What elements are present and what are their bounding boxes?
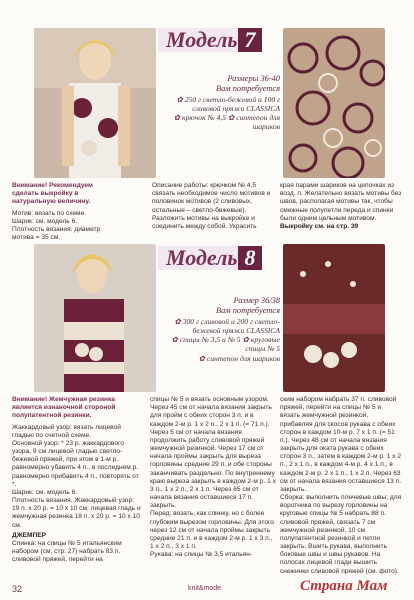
model8-needs: Вам потребуется bbox=[215, 306, 280, 316]
model7-pattern-ref: Выкройку см. на стр. 39 bbox=[280, 222, 359, 230]
model8-ball: Шарик: см. модель 6. bbox=[12, 488, 78, 496]
model8-base: Основной узор: * 23 р. жаккардового узора, 9 см лицевой гладью светло-бежевой пряжей, при этом в 1-м р. равномерно убавить 4 п., в последнем р. равномерно прибавить 4 п., повторять от *. bbox=[12, 439, 139, 488]
brand-logo: knit&mode bbox=[188, 585, 222, 592]
model8-sleeves: Рукава: на спицы № 3,5 итальян- bbox=[150, 551, 253, 559]
model7-ball: Шарик: см. модель 6. bbox=[12, 217, 78, 225]
model7-yarn: 250 г светло-бежевой и 100 г сливовой пряжи CLASSICA bbox=[184, 94, 280, 113]
model8-number: 8 bbox=[238, 246, 262, 270]
model7-density: Плотность вязания: диаметр мотива = 35 см. bbox=[12, 225, 101, 242]
model8-jumper: ДЖЕМПЕР bbox=[12, 531, 47, 539]
model8-front: Перед: вязать, как спинку, но с более глубоким вырезом горловины. Для этого через 12 см от начала проймы закрыть средние 21 п. и в каждом 2-м р. 1 x 3 п., 1 x 2 п., 3 x 1 п. bbox=[150, 510, 274, 551]
star-icon: ✿ bbox=[242, 335, 249, 344]
model8-left-column bbox=[12, 396, 142, 564]
model7-photo bbox=[34, 28, 156, 178]
model8-mid-column bbox=[150, 396, 276, 559]
page-number: 32 bbox=[12, 584, 23, 594]
model7-title: Модель bbox=[166, 27, 238, 52]
model8-density: Плотность вязания. Жаккардовый узор: 19 п. x 20 р. = 10 x 10 см; лицевая гладь и жемчужная резинка 18 п. x 20 р. = 10 x 10 см. bbox=[12, 497, 141, 529]
model8-assembly: Сборка: выполнить плечевые швы; для воротника по вырезу горловины на круговые спицы № 5 набрать 88 п. сливовой пряжей, связать 7 см жемчужной резинкой, 10 см полупатентной резинкой и петли закрыть. Вшить рукава, выполнить боковые швы и швы рукавов. На полосах лицевой глади вышить снежинки сливовой пряжей (см. фото). bbox=[280, 494, 402, 575]
model8-info bbox=[166, 296, 280, 363]
star-icon: ✿ bbox=[198, 353, 205, 363]
model7-warning: Внимание! Рекомендуем сделать выкройку в натуральную величину. bbox=[12, 182, 93, 206]
model8-right-column bbox=[280, 396, 402, 576]
model8-yarn: 300 г сливовой и 200 г светло-бежевой пряжи CLASSICA bbox=[182, 316, 280, 335]
model8-mid1: спицы № 5 и вязать основным узором. Через 45 см от начала вязания закрыть для пройм с обеих сторон 3 п. и в каждом 2-м р. 1 x 2 п., 2 x 1 п. (= 71 п.). Через 5 см от начала вязания продолжить работу сливовой пряжей жемчужной резинкой. Через 17 см от начала проймы закрыть для выреза горловины средние 29 п. и обе стороны заканчивать раздельно. По внутреннему краю выреза закрыть в каждом 2-м р. 1 x 3 п., 1 x 2 п., 2 x 1 п. Через 65 см от начала вязания оставшиеся 17 п. закрыть. bbox=[150, 396, 276, 510]
model7-banner bbox=[158, 28, 262, 52]
model8-detail-photo bbox=[283, 244, 385, 392]
model8-circular: круговые спицы № 5 bbox=[245, 335, 280, 354]
model7-left-column bbox=[12, 182, 118, 242]
watermark: Страна Мам bbox=[300, 578, 388, 594]
model8-back: Спинка: на спицы № 5 итальянским набором (см. стр. 27) набрать 83 п. сливовой пряжей, перейти на bbox=[12, 539, 122, 564]
model7-number: 7 bbox=[238, 28, 262, 52]
model7-pins: синтепон для шариков bbox=[236, 113, 280, 132]
model7-right-column bbox=[280, 182, 402, 231]
model7-size: Размеры 36-40 bbox=[227, 74, 280, 83]
model7-mid-column: Описание работы: крючком № 4,5 связать необходимое число мотивов и половинок мотивов (2 сливовых, остальные – светло-бежевые). Разложить мотивы на выкройке и соединить между собой. Украсить bbox=[152, 182, 271, 230]
model7-detail-photo bbox=[283, 28, 385, 178]
model8-pins: синтепон для шариков bbox=[206, 353, 280, 363]
model7-right-text: края парами шариков на цепочках из возд. п. Желательно вязать мотивы без швов, располагая мотивы так, чтобы смежные полупетли переда и спинки были одним цельным мотивом. bbox=[280, 182, 402, 222]
model8-photo bbox=[34, 244, 156, 392]
model8-jacquard: Жаккардовый узор: вязать лицевой гладью по счетной схеме. bbox=[12, 423, 121, 439]
model8-size: Размер 36/38 bbox=[233, 296, 280, 305]
model7-needs: Вам потребуется bbox=[215, 84, 280, 94]
model8-banner bbox=[158, 246, 262, 270]
star-icon: ✿ bbox=[176, 94, 183, 104]
model8-right1: ским набором набрать 37 п. сливовой пряжей, перейти на спицы № 5 и вязать жемчужной резинкой, прибавляя для скосов рукава с обеих сторон в каждом 10-м р. 7 x 1 п. (= 51 п.). Через 48 см от начала вязания закрыть для оката рукава с обеих сторон 3 п., затем в каждом 2-м р. 1 x 2 п., 2 x 1 п., в каждом 4-м р. 4 x 1 п., в каждом 2-м р. 2 x 1 п., 1 x 2 п. Через 63 см от начала вязания оставшиеся 13 п. закрыть. bbox=[280, 396, 402, 493]
model8-title: Модель bbox=[166, 245, 238, 270]
model8-warning: Внимание! Жемчужная резинка является изнаночной стороной полупатентной резинки. bbox=[12, 396, 116, 420]
star-icon: ✿ bbox=[174, 316, 181, 326]
model8-needles: спицы № 3,5 и № 5 bbox=[179, 335, 241, 344]
model7-hook: крючок № 4,5 bbox=[182, 113, 227, 122]
star-icon: ✿ bbox=[171, 335, 178, 344]
model7-info bbox=[166, 74, 280, 132]
model7-motif: Мотив: вязать по схеме. bbox=[12, 209, 87, 217]
star-icon: ✿ bbox=[173, 113, 181, 122]
star-icon: ✿ bbox=[227, 113, 235, 122]
